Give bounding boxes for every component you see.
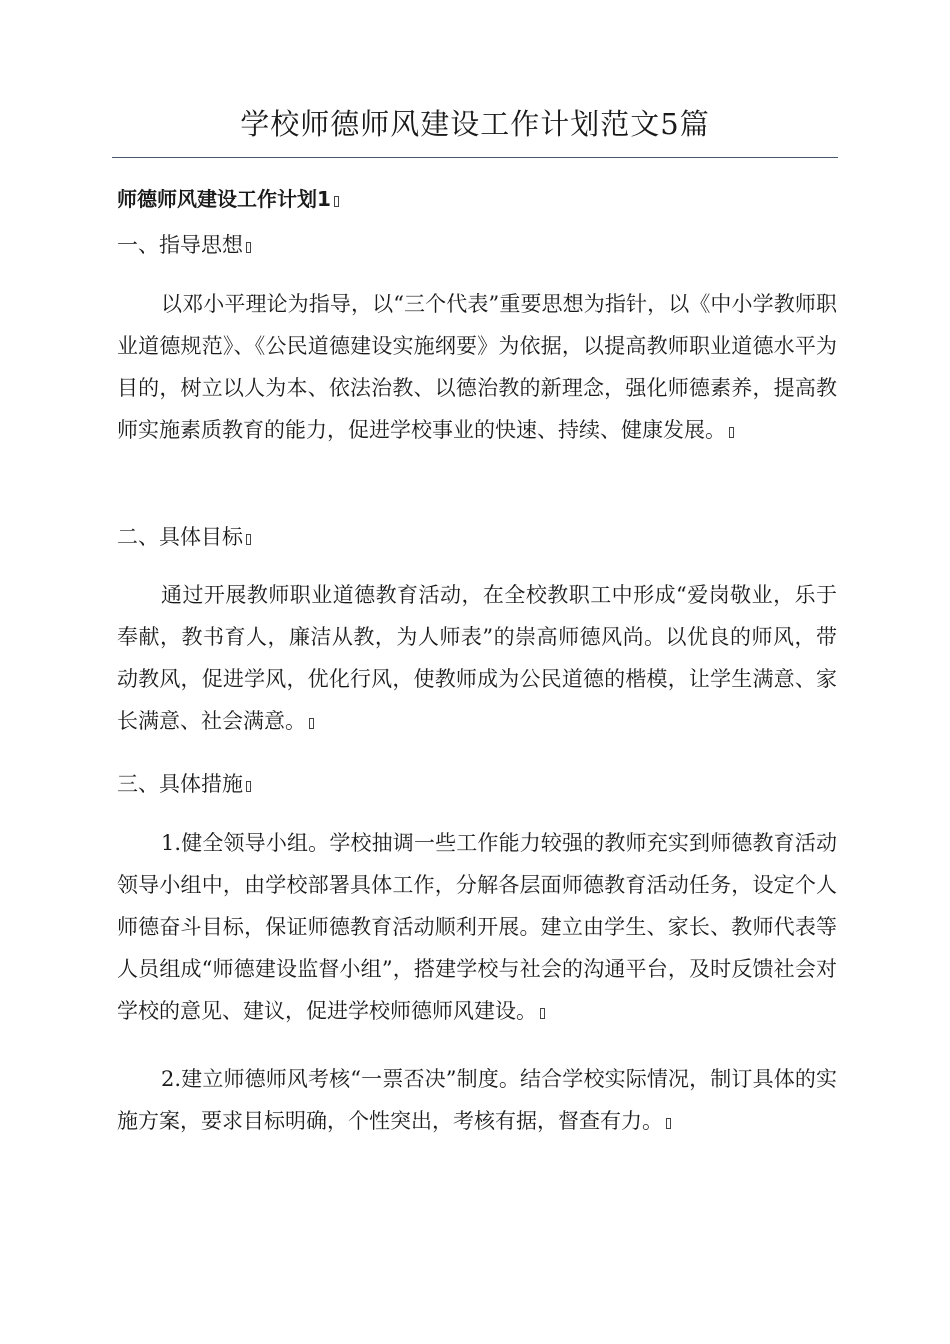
- paragraph-mark-icon: [334, 196, 339, 207]
- section-heading-text: 二、具体目标: [117, 525, 243, 549]
- paragraph-specific-goals: [117, 574, 837, 742]
- section-heading-text: 一、指导思想: [117, 233, 243, 257]
- section-heading-specific-goals: [117, 516, 837, 558]
- paragraph-guiding-thought: [117, 283, 837, 451]
- paragraph-text: 以邓小平理论为指导，以“三个代表”重要思想为指针，以《中小学教师职业道德规范》、《公民道德建设实施纲要》为依据，以提高教师职业道德水平为目的，树立以人为本、依法治教、以德治教的新理念，强化师德素养，提高教师实施素质教育的能力，促进学校事业的快速、持续、健康发展。: [117, 292, 837, 442]
- plan-subtitle-text: 师德师风建设工作计划1: [117, 187, 331, 211]
- paragraph-measure-2: [117, 1058, 837, 1142]
- paragraph-text: 2.建立师德师风考核“一票否决”制度。结合学校实际情况，制订具体的实施方案，要求目标明确，个性突出，考核有据，督查有力。: [117, 1067, 837, 1133]
- section-heading-guiding-thought: [117, 224, 837, 266]
- document-title: 学校师德师风建设工作计划范文5篇: [240, 107, 710, 141]
- paragraph-measure-1: [117, 822, 837, 1032]
- plan-subtitle: [117, 178, 837, 220]
- paragraph-mark-icon: [246, 242, 251, 253]
- paragraph-mark-icon: [246, 534, 251, 545]
- title-divider: [112, 157, 838, 158]
- paragraph-mark-icon: [729, 427, 734, 438]
- paragraph-mark-icon: [666, 1118, 671, 1129]
- paragraph-text: 1.健全领导小组。学校抽调一些工作能力较强的教师充实到师德教育活动领导小组中，由学校部署具体工作，分解各层面师德教育活动任务，设定个人师德奋斗目标，保证师德教育活动顺利开展。建立由学生、家长、教师代表等人员组成“师德建设监督小组”，搭建学校与社会的沟通平台，及时反馈社会对学校的意见、建议，促进学校师德师风建设。: [117, 831, 837, 1023]
- paragraph-mark-icon: [309, 718, 314, 729]
- paragraph-text: 通过开展教师职业道德教育活动，在全校教职工中形成“爱岗敬业，乐于奉献，教书育人，廉洁从教，为人师表”的崇高师德风尚。以优良的师风，带动教风，促进学风，优化行风，使教师成为公民道德的楷模，让学生满意、家长满意、社会满意。: [117, 583, 837, 733]
- section-heading-text: 三、具体措施: [117, 772, 243, 796]
- paragraph-mark-icon: [246, 781, 251, 792]
- section-heading-specific-measures: [117, 763, 837, 805]
- paragraph-mark-icon: [540, 1008, 545, 1019]
